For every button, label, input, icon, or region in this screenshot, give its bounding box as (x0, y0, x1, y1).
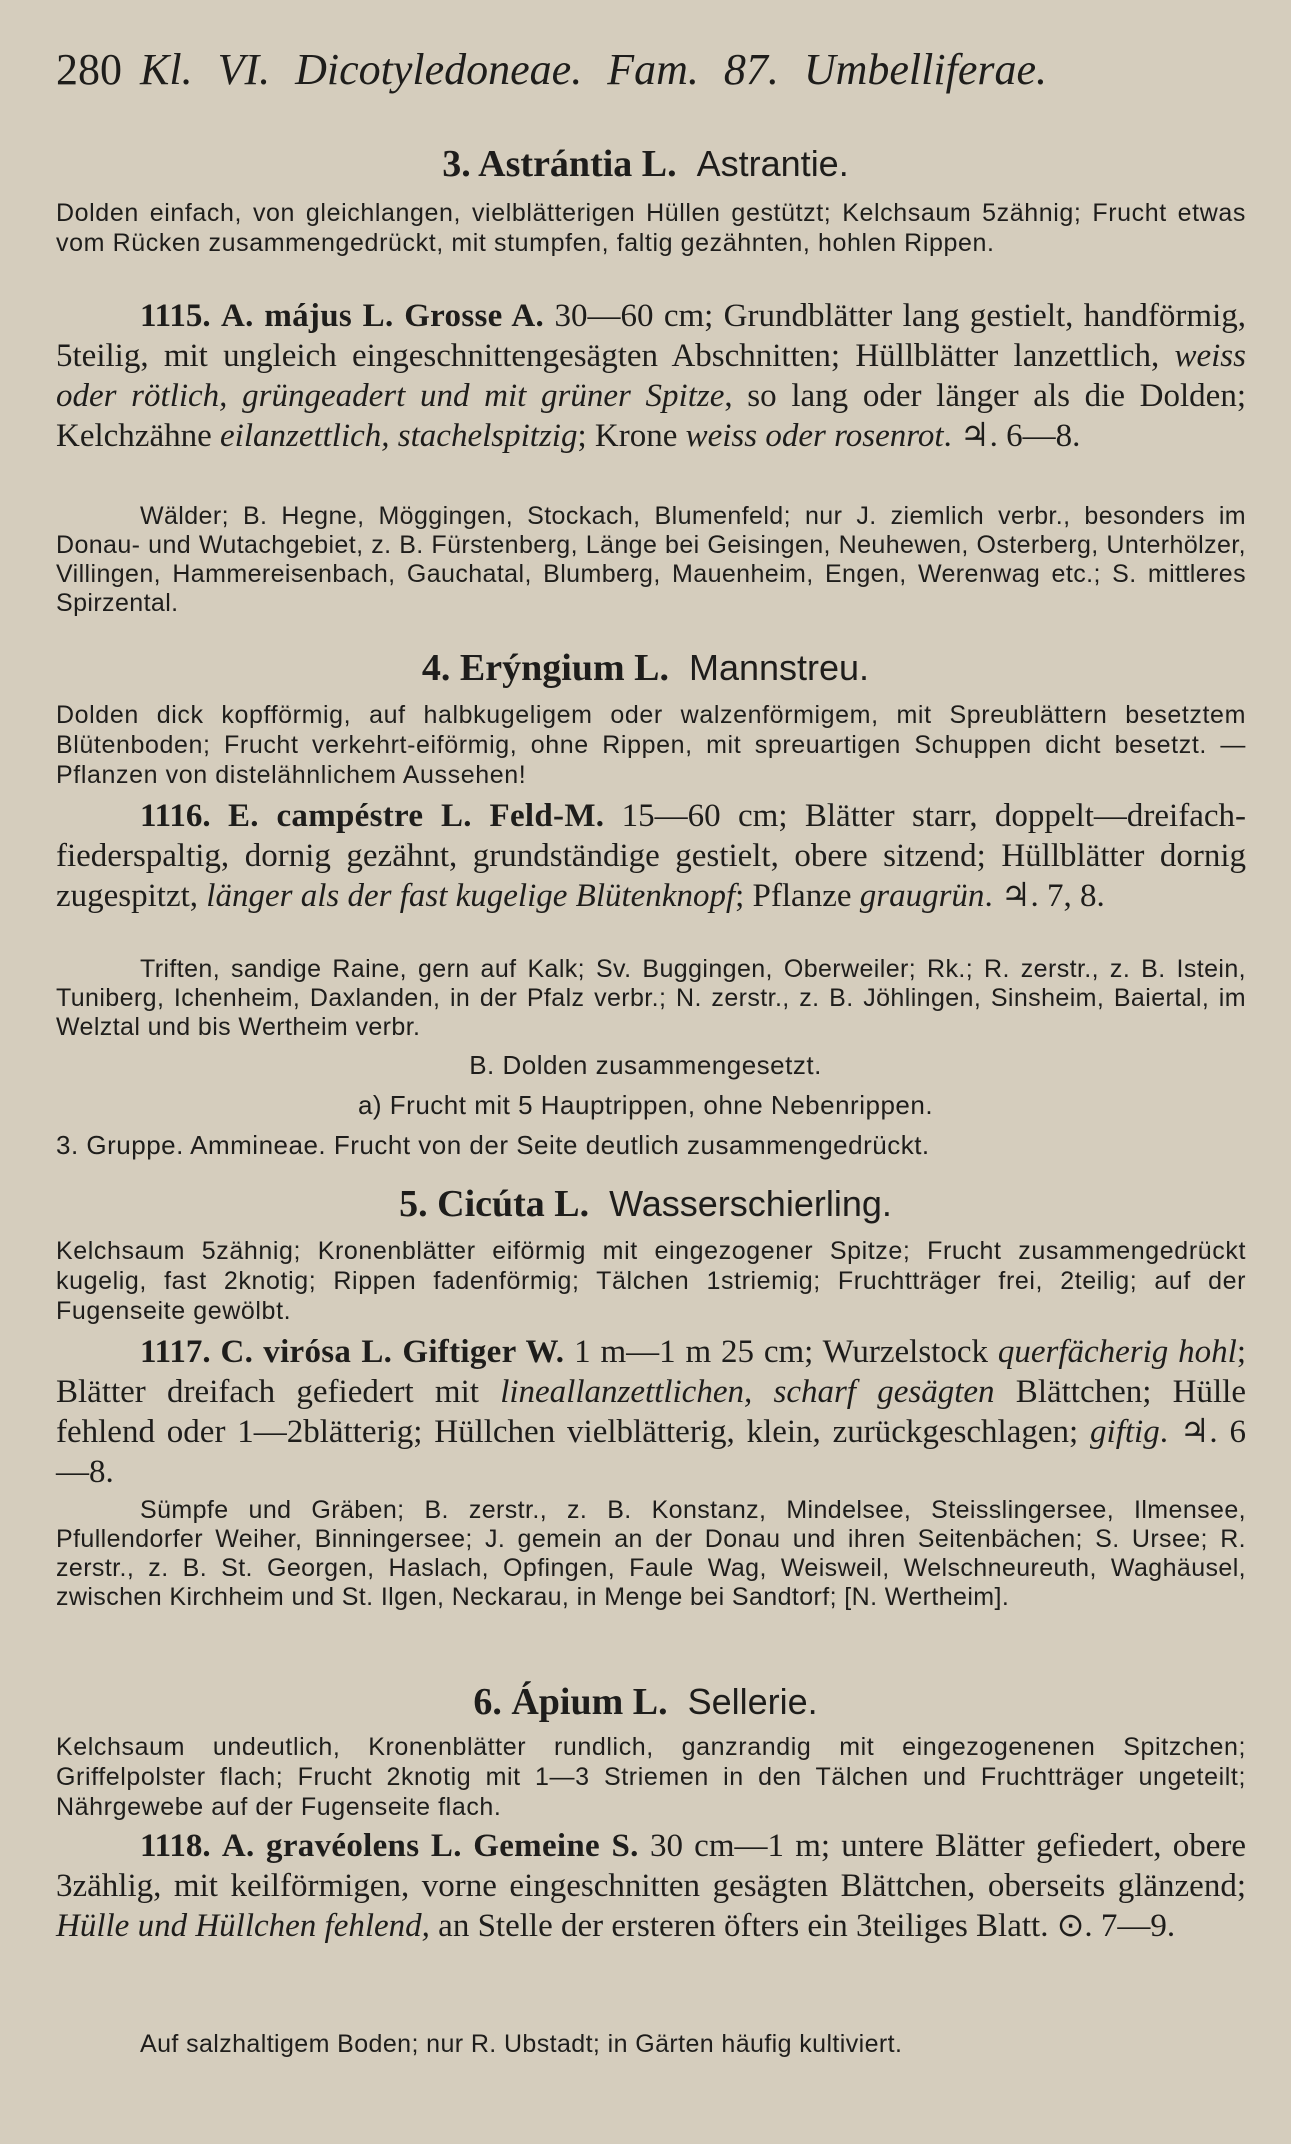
species-text: . ♃. 6—8. (56, 1414, 1246, 1490)
species-text: ; Pflanze (735, 878, 860, 914)
species-italic-text: giftig (1090, 1414, 1160, 1450)
genus-description: Kelchsaum undeutlich, Kronenblätter rundlich, ganzrandig mit eingezogenenen Spitzchen; Griffelpolster flach; Frucht 2knotig mit 1—3 Striemen in den Tälchen und Fruchtträger ungeteilt; Nährgewebe auf der Fugenseite flach. (56, 1733, 1246, 1821)
genus-german-name: Astrantie. (696, 143, 849, 184)
species-number: 1117. (140, 1334, 211, 1370)
genus-latin-name: 5. Cicúta L. (399, 1183, 590, 1225)
species-entry (56, 1332, 1246, 1492)
species-text: . ♃. 6—8. (943, 418, 1081, 454)
genus-latin-name: 6. Ápium L. (473, 1681, 668, 1723)
species-text: , so lang oder länger als die Dolden; Kelchzähne (56, 378, 1246, 454)
species-distribution: Wälder; B. Hegne, Möggingen, Stockach, Blumenfeld; nur J. ziemlich verbr., besonders im Donau- und Wutachgebiet, z. B. Fürstenberg, Länge bei Geisingen, Neuhewen, Osterberg, Unterhölzer, Villingen, Hammereisenbach, Gauchatal, Blumberg, Mauenheim, Engen, Werenwag etc.; S. mittleres Spirzental. (56, 502, 1246, 617)
species-text: 15—60 cm; Blätter starr, doppelt—dreifach-fiederspaltig, dornig gezähnt, grundständige gestielt, obere sitzend; Hüllblätter dornig zugespitzt, (56, 798, 1246, 914)
species-text: 1 m—1 m 25 cm; Wurzelstock (564, 1334, 998, 1370)
running-title: Kl. VI. Dicotyledoneae. Fam. 87. Umbelliferae. (140, 45, 1048, 94)
genus-heading (0, 1182, 1291, 1226)
species-italic-text: länger als der fast kugelige Blütenknopf (206, 878, 736, 914)
genus-german-name: Sellerie. (687, 1681, 818, 1722)
species-name: E. campéstre L. Feld-M. (227, 798, 605, 834)
genus-heading (0, 1680, 1291, 1724)
genus-heading (0, 142, 1291, 186)
genus-german-name: Wasserschierling. (609, 1183, 892, 1224)
page-header (56, 44, 1246, 95)
genus-latin-name: 3. Astrántia L. (442, 143, 677, 185)
species-text: ; Krone (577, 418, 686, 454)
species-entry (56, 796, 1246, 916)
species-text: 30 cm—1 m; untere Blätter gefiedert, obere 3zählig, mit keilförmigen, vorne eingeschnitten gesägten Blättchen, oberseits glänzend; (56, 1828, 1246, 1904)
species-number: 1116. (140, 798, 211, 834)
species-text: Blättchen; Hülle fehlend oder 1—2blätterig; Hüllchen vielblätterig, klein, zurückgeschlagen; (56, 1374, 1246, 1450)
genus-description: Dolden einfach, von gleichlangen, vielblätterigen Hüllen gestützt; Kelchsaum 5zähnig; Frucht etwas vom Rücken zusammengedrückt, mit stumpfen, faltig gezähnten, hohlen Rippen. (56, 199, 1246, 257)
page-number: 280 (56, 45, 122, 94)
species-distribution: Triften, sandige Raine, gern auf Kalk; Sv. Buggingen, Oberweiler; Rk.; R. zerstr., z. B. Istein, Tuniberg, Ichenheim, Daxlanden, in der Pfalz verbr.; N. zerstr., z. B. Jöhlingen, Sinsheim, Baiertal, im Welztal und bis Wertheim verbr. (56, 955, 1246, 1041)
species-italic-text: eilanzettlich, stachelspitzig (220, 418, 578, 454)
species-text: 30—60 cm; Grundblätter lang gestielt, handförmig, 5teilig, mit ungleich eingeschnittengesägten Abschnitten; Hüllblätter lanzettlich, (56, 298, 1246, 374)
species-italic-text: weiss oder rötlich, grüngeadert und mit grüner Spitze (56, 338, 1246, 414)
group-heading: 3. Gruppe. Ammineae. Frucht von der Seite deutlich zusammengedrückt. (56, 1130, 930, 1160)
genus-german-name: Mannstreu. (688, 647, 870, 688)
genus-latin-name: 4. Erýngium L. (421, 647, 669, 689)
species-distribution: Auf salzhaltigem Boden; nur R. Ubstadt; in Gärten häufig kultiviert. (140, 2030, 903, 2058)
genus-description: Kelchsaum 5zähnig; Kronenblätter eiförmig mit eingezogener Spitze; Frucht zusammengedrückt kugelig, fast 2knotig; Rippen fadenförmig; Tälchen 1striemig; Fruchtträger frei, 2teilig; auf der Fugenseite gewölbt. (56, 1237, 1246, 1325)
species-text: . ♃. 7, 8. (984, 878, 1105, 914)
species-italic-text: Hülle und Hüllchen fehlend, (56, 1908, 430, 1944)
species-italic-text: lineallanzettlichen, scharf gesägten (500, 1374, 995, 1410)
species-distribution: Sümpfe und Gräben; B. zerstr., z. B. Konstanz, Mindelsee, Steisslingersee, Ilmensee, Pfullendorfer Weiher, Binningersee; J. gemein an der Donau und ihren Seitenbächen; S. Ursee; R. zerstr., z. B. St. Georgen, Haslach, Opfingen, Faule Wag, Weisweil, Welschneureuth, Waghäusel, zwischen Kirchheim und St. Ilgen, Neckarau, in Menge bei Sandtorf; [N. Wertheim]. (56, 1496, 1246, 1611)
species-name: A. május L. Grosse A. (220, 298, 545, 334)
species-number: 1115. (140, 298, 211, 334)
species-number: 1118. (140, 1828, 211, 1864)
species-name: A. gravéolens L. Gemeine S. (221, 1828, 639, 1864)
species-text: ; Blätter dreifach gefiedert mit (56, 1334, 1246, 1410)
species-name: C. virósa L. Giftiger W. (220, 1334, 565, 1370)
species-italic-text: querfächerig hohl (997, 1334, 1237, 1370)
subsection-heading: a) Frucht mit 5 Hauptrippen, ohne Nebenrippen. (357, 1090, 934, 1120)
species-entry (56, 296, 1246, 456)
genus-heading (0, 646, 1291, 690)
species-italic-text: weiss oder rosenrot (685, 418, 944, 454)
genus-description: Dolden dick kopfförmig, auf halbkugeligem oder walzenförmigem, mit Spreublättern besetztem Blütenboden; Frucht verkehrt-eiförmig, ohne Rippen, mit spreuartigen Schuppen dicht besetzt. — Pflanzen von distelähnlichem Aussehen! (56, 701, 1246, 789)
species-text: an Stelle der ersteren öfters ein 3teiliges Blatt. ⊙. 7—9. (429, 1908, 1176, 1944)
subsection-heading: B. Dolden zusammengesetzt. (469, 1050, 822, 1080)
species-entry (56, 1826, 1246, 1946)
species-italic-text: graugrün (859, 878, 985, 914)
